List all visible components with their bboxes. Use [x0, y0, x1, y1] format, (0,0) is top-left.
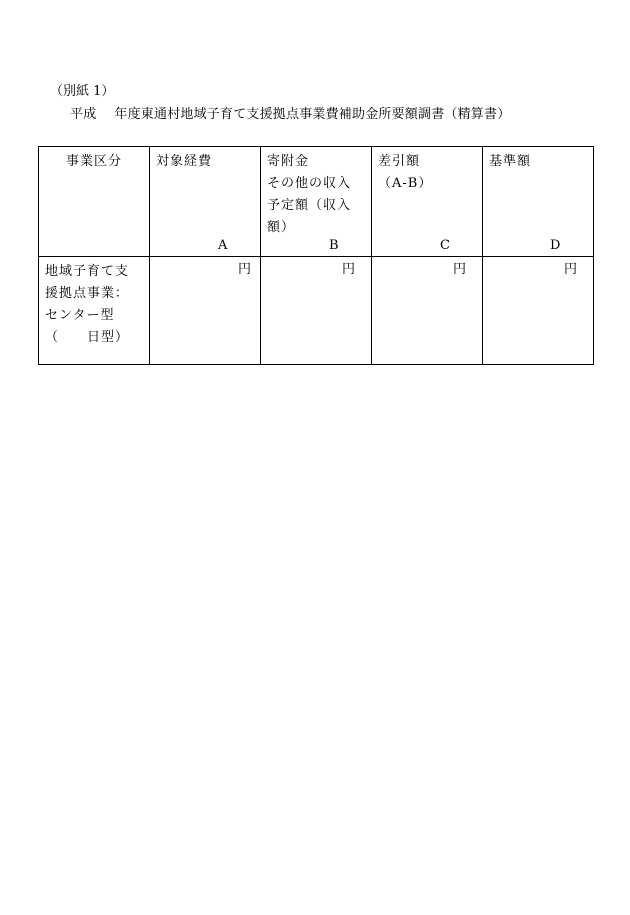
attachment-label: （別紙 1）	[50, 84, 115, 99]
header-cell-standard-amount	[483, 147, 594, 257]
document-title	[70, 107, 510, 123]
header-label: 対象経費	[156, 154, 213, 169]
column-letter-d: D	[550, 238, 561, 253]
header-label: 差引額	[378, 154, 421, 169]
table-row	[39, 257, 594, 365]
header-cell-difference	[372, 147, 483, 257]
header-cell-donations	[261, 147, 372, 257]
header-row	[39, 147, 594, 257]
header-label: 予定額（収入	[267, 198, 352, 213]
category-line: （ 日型）	[45, 330, 130, 345]
column-letter-b: B	[329, 238, 339, 253]
column-letter-a: A	[218, 238, 228, 253]
yen-unit: 円	[564, 262, 578, 277]
header-label: 寄附金	[267, 154, 310, 169]
header-cell-target-cost	[150, 147, 261, 257]
budget-table	[38, 146, 594, 365]
header-cell-category	[39, 147, 150, 257]
yen-unit: 円	[342, 262, 356, 277]
standard-amount-cell[interactable]	[483, 257, 594, 365]
category-cell	[39, 257, 150, 365]
difference-cell[interactable]	[372, 257, 483, 365]
header-label: その他の収入	[267, 176, 352, 191]
yen-unit: 円	[453, 262, 467, 277]
yen-unit: 円	[238, 262, 252, 277]
title-main: 年度東通村地域子育て支援拠点事業費補助金所要額調書（精算書）	[114, 107, 511, 122]
header-label: （A‐B）	[378, 176, 433, 191]
category-line: センター型	[45, 308, 115, 323]
category-line: 援拠点事業：	[45, 286, 130, 301]
target-cost-cell[interactable]	[150, 257, 261, 365]
header-label: 基準額	[489, 154, 532, 169]
header-label: 事業区分	[65, 154, 122, 169]
category-line: 地域子育て支	[45, 264, 130, 279]
header-label: 額）	[267, 220, 296, 235]
column-letter-c: C	[440, 238, 450, 253]
title-era: 平成	[70, 107, 97, 122]
donations-cell[interactable]	[261, 257, 372, 365]
